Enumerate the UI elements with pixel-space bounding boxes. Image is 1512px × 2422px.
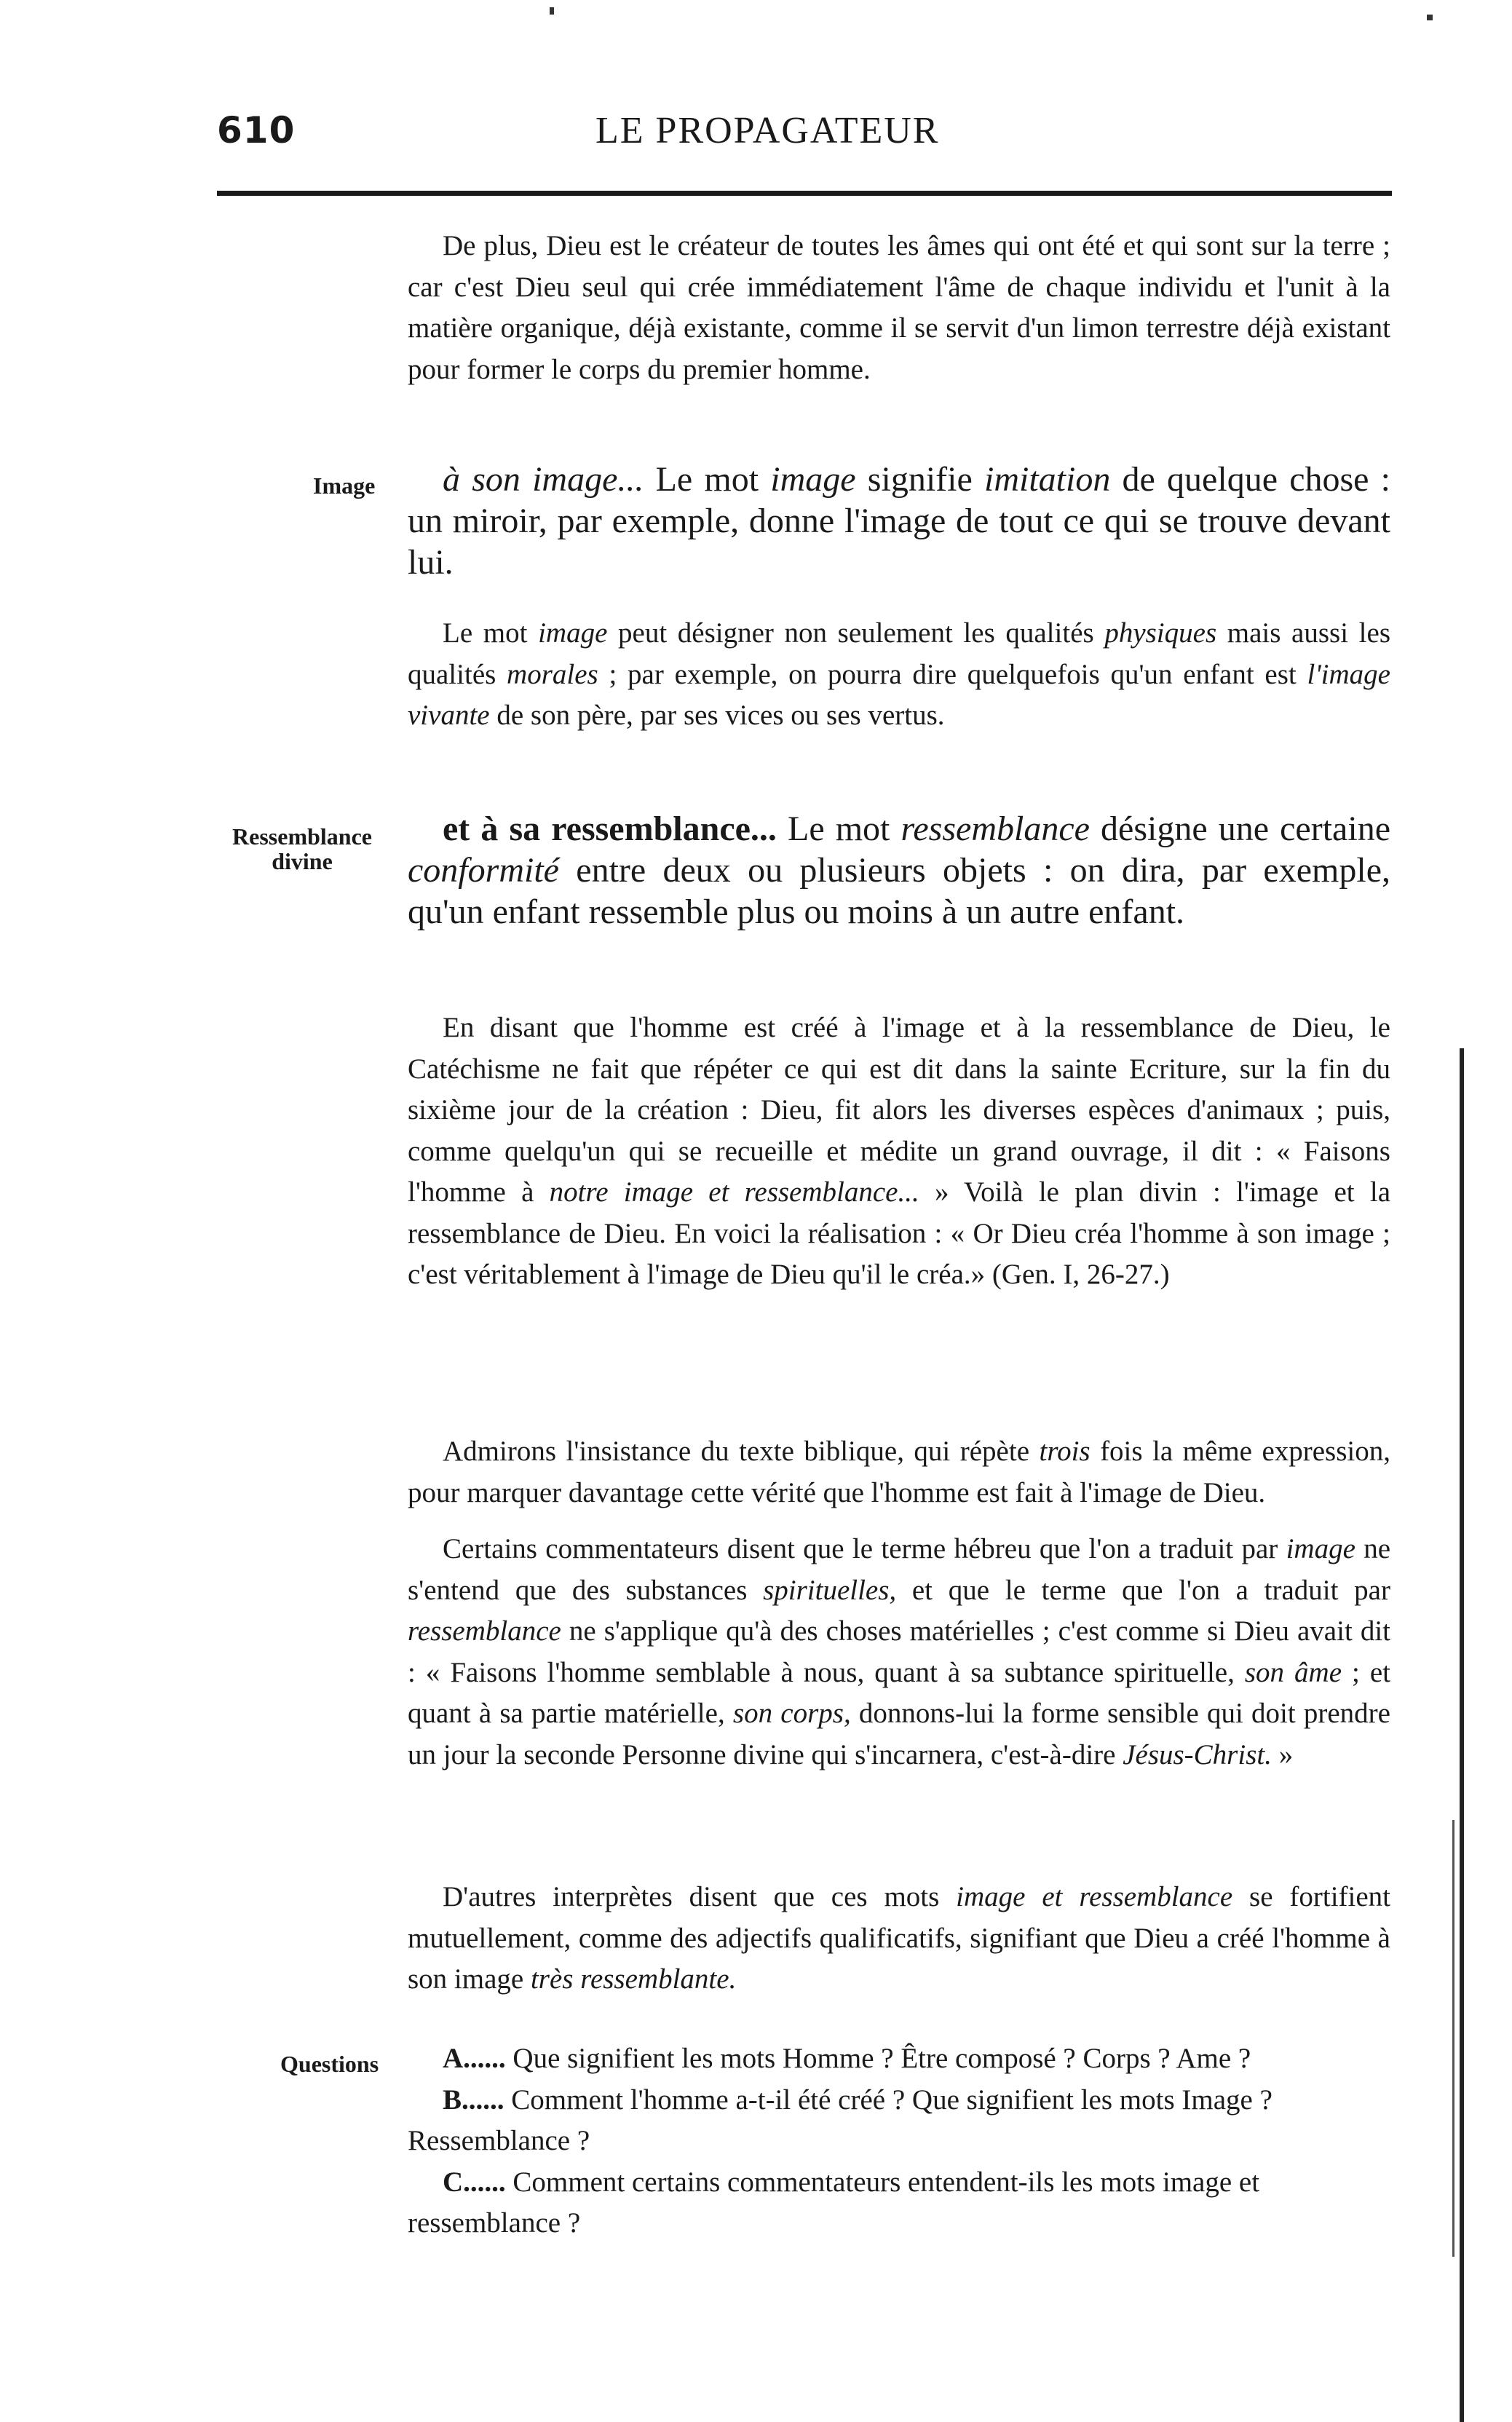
running-title: LE PROPAGATEUR [595, 110, 940, 151]
question-a: A...... Que signifient les mots Homme ? Être composé ? Corps ? Ame ? [443, 2043, 1251, 2074]
paragraph-insistance: Admirons l'insistance du texte biblique, qui répète trois fois la même expression, pour marquer davantage cette vérité que l'homme est fait à l'image de Dieu. [408, 1436, 1390, 1508]
header-rule [217, 191, 1392, 196]
scan-edge-line [1452, 1820, 1454, 2257]
questions-block [408, 2038, 1390, 2244]
margin-note-image: Image [313, 472, 376, 499]
heading-paragraph-ressemblance: et à sa ressemblance... Le mot ressemblance désigne une certaine conformité entre deux ou plusieurs objets : on dira, par exemple, qu'un enfant ressemble plus ou moins à un autre enfant. [408, 810, 1390, 931]
lead-phrase: et à sa ressemblance... [443, 810, 777, 848]
paragraph-mot-image: Le mot image peut désigner non seulement les qualités physiques mais aussi les qualités morales ; par exemple, on pourra dire quelquefois qu'un enfant est l'image vivante de son père, par ses vices ou ses vertus. [408, 617, 1390, 731]
page-header [217, 109, 1392, 160]
scan-speck [1427, 15, 1433, 20]
margin-note-questions: Questions [280, 2051, 379, 2077]
question-c: C...... Comment certains commentateurs entendent-ils les mots image et ressemblance ? [408, 2166, 1260, 2239]
paragraph-interpretes: D'autres interprètes disent que ces mots image et ressemblance se fortifient mutuellement, comme des adjectifs qualificatifs, signifiant que Dieu a créé l'homme à son image très ressemblante. [408, 1881, 1390, 1995]
page-number: 610 [217, 109, 296, 151]
heading-paragraph-image: à son image... Le mot image signifie imitation de quelque chose : un miroir, par exemple, donne l'image de tout ce qui se trouve devant lui. [408, 460, 1391, 582]
paragraph-catechisme: En disant que l'homme est créé à l'image et à la ressemblance de Dieu, le Catéchisme ne fait que répéter ce qui est dit dans la sainte Ecriture, sur la fin du sixième jour de la création : Dieu, fit alors les diverses espèces d'animaux ; puis, comme quelqu'un qui se recueille et médite un grand ouvrage, il dit : « Faisons l'homme à notre image et ressemblance... » Voilà le plan divin : l'image et la ressemblance de Dieu. En voici la réalisation : « Or Dieu créa l'homme à son image ; c'est véritablement à l'image de Dieu qu'il le créa.» (Gen. I, 26-27.) [408, 1012, 1390, 1290]
scan-edge-line [1460, 1048, 1464, 2422]
paragraph-commentateurs: Certains commentateurs disent que le terme hébreu que l'on a traduit par image ne s'entend que des substances spirituelles, et que le terme que l'on a traduit par ressemblance ne s'applique qu'à des choses matérielles ; c'est comme si Dieu avait dit : « Faisons l'homme semblable à nous, quant à sa subtance spirituelle, son âme ; et quant à sa partie matérielle, son corps, donnons-lui la forme sensible qui doit prendre un jour la seconde Personne divine qui s'incarnera, c'est-à-dire Jésus-Christ. » [408, 1533, 1390, 1770]
scan-speck [550, 7, 554, 15]
paragraph-createur: De plus, Dieu est le créateur de toutes les âmes qui ont été et qui sont sur la terre ; car c'est Dieu seul qui crée immédiatement l'âme de chaque individu et l'unit à la matière organique, déjà existante, comme il se servit d'un limon terrestre déjà existant pour former le corps du premier homme. [408, 230, 1390, 385]
margin-note-ressemblance: Ressemblance divine [232, 823, 372, 874]
lead-phrase: à son image... [443, 460, 644, 499]
question-b: B...... Comment l'homme a-t-il été créé ? Que signifient les mots Image ? Ressemblance ? [408, 2083, 1272, 2156]
